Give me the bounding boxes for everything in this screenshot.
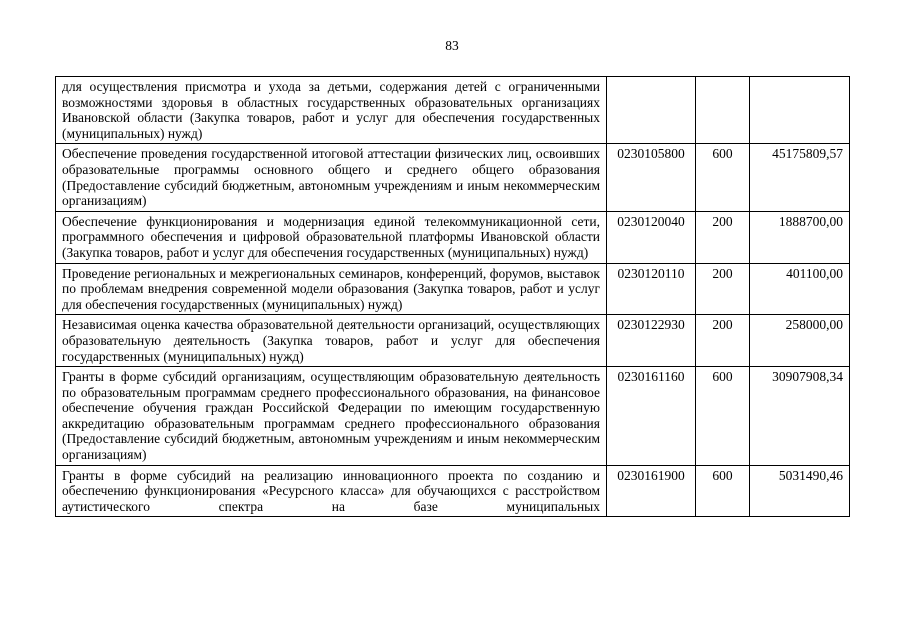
row-amount: 45175809,57 [750,144,850,211]
row-type: 200 [696,263,750,315]
row-amount: 258000,00 [750,315,850,367]
row-amount: 401100,00 [750,263,850,315]
row-name: Проведение региональных и межрегиональных семинаров, конференций, форумов, выставок по проблемам внедрения современной модели образования (Закупка товаров, работ и услуг для обеспечения государственных (муниципальных) нужд) [56,263,607,315]
table-row [56,144,850,211]
row-name: Независимая оценка качества образовательной деятельности организаций, осуществляющих образовательную деятельность (Закупка товаров, работ и услуг для обеспечения государственных (муниципальных) нужд) [56,315,607,367]
row-name: Гранты в форме субсидий организациям, осуществляющим образовательную деятельность по образовательным программам среднего профессионального образования, на финансовое обеспечение обучения граждан Российской Федерации по имеющим государственную аккредитацию образовательным программам среднего профессионального образования (Предоставление субсидий бюджетным, автономным учреждениям и иным некоммерческим организациям) [56,367,607,466]
row-amount: 5031490,46 [750,465,850,517]
row-name: Гранты в форме субсидий на реализацию инновационного проекта по созданию и обеспечению функционирования «Ресурсного класса» для обучающихся с расстройством аутистического спектра на базе муниципальных [56,465,607,517]
row-type: 200 [696,315,750,367]
row-code [607,77,696,144]
row-type [696,77,750,144]
table-row [56,77,850,144]
table-row [56,367,850,466]
row-name: для осуществления присмотра и ухода за детьми, содержания детей с ограниченными возможностями здоровья в областных государственных образовательных организациях Ивановской области (Закупка товаров, работ и услуг для обеспечения государственных (муниципальных) нужд) [56,77,607,144]
table-row [56,465,850,517]
page-number: 83 [445,38,459,53]
row-amount: 1888700,00 [750,211,850,263]
row-code: 0230120110 [607,263,696,315]
table-row [56,263,850,315]
row-type: 600 [696,465,750,517]
budget-table [55,76,850,517]
row-type: 200 [696,211,750,263]
row-code: 0230161900 [607,465,696,517]
row-name: Обеспечение проведения государственной итоговой аттестации физических лиц, освоивших образовательные программы основного общего и среднего общего образования (Предоставление субсидий бюджетным, автономным учреждениям и иным некоммерческим организациям) [56,144,607,211]
row-type: 600 [696,144,750,211]
row-code: 0230122930 [607,315,696,367]
row-code: 0230120040 [607,211,696,263]
row-code: 0230161160 [607,367,696,466]
row-type: 600 [696,367,750,466]
row-code: 0230105800 [607,144,696,211]
row-name: Обеспечение функционирования и модернизация единой телекоммуникационной сети, программного обеспечения и цифровой образовательной платформы Ивановской области (Закупка товаров, работ и услуг для обеспечения государственных (муниципальных) нужд) [56,211,607,263]
table-row [56,211,850,263]
row-amount: 30907908,34 [750,367,850,466]
table-row [56,315,850,367]
row-amount [750,77,850,144]
